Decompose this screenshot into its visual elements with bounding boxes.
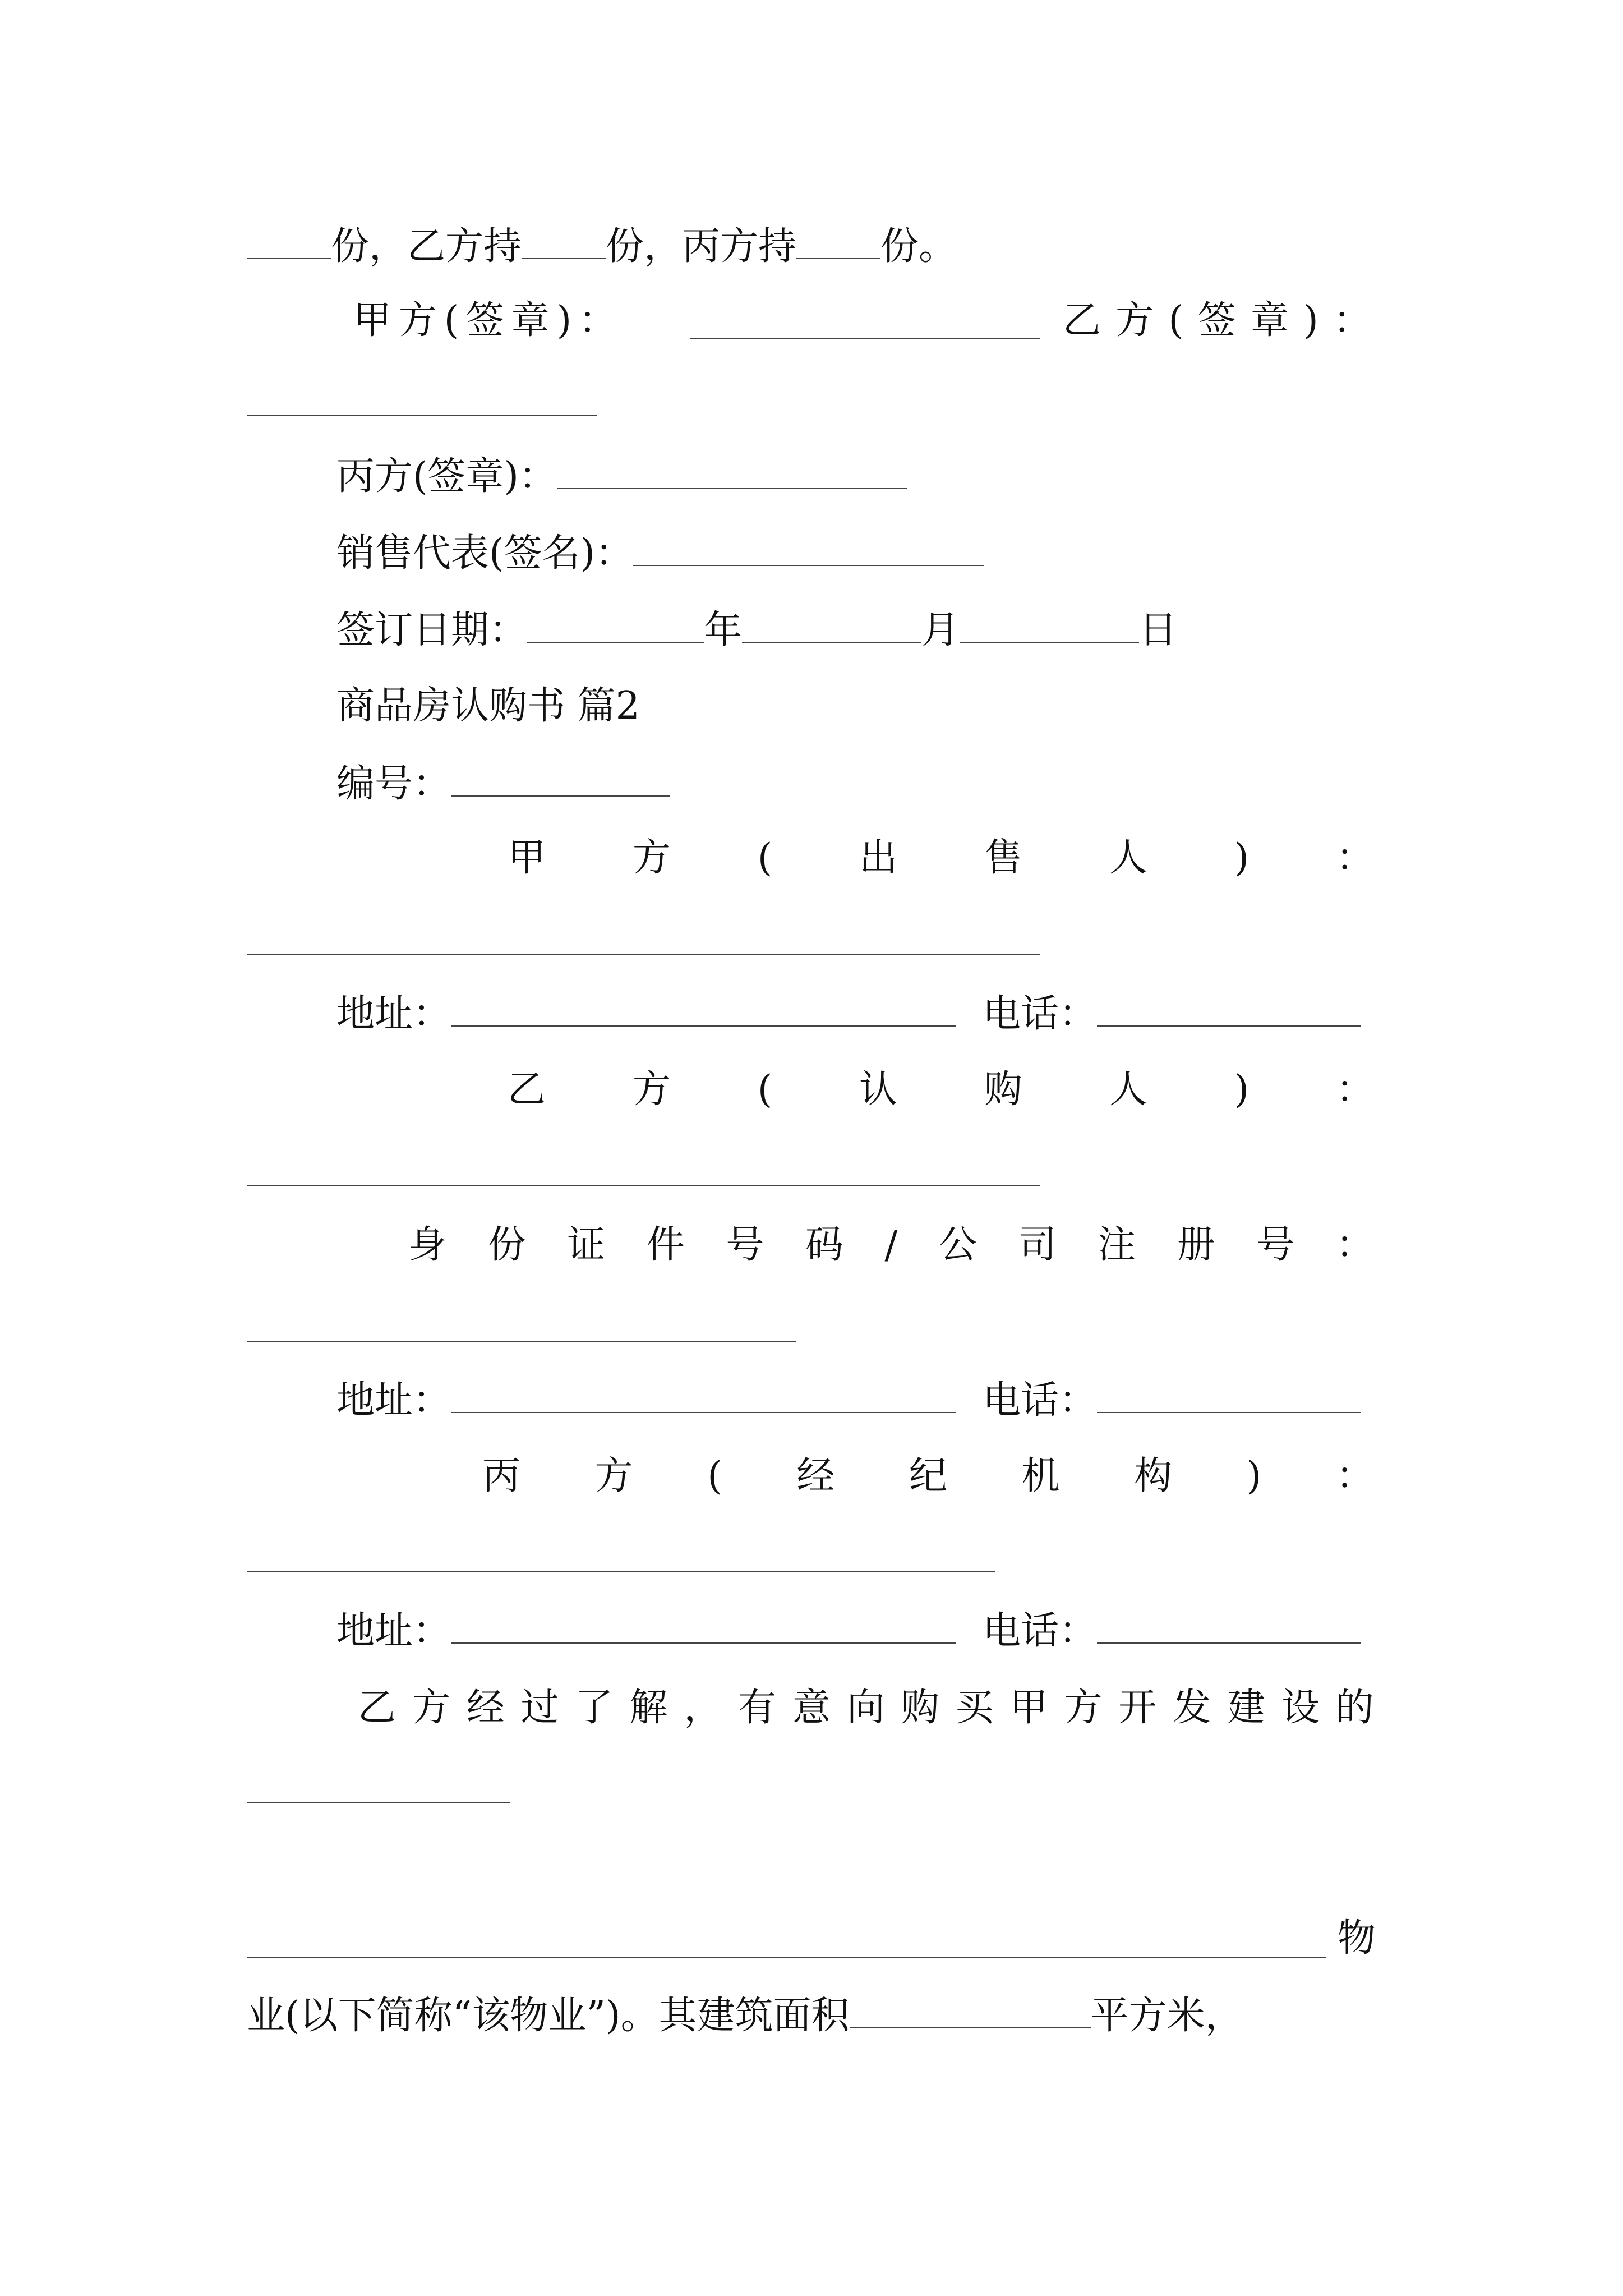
area-blank[interactable] (850, 1993, 1091, 2028)
signing-date-line (336, 607, 1177, 652)
number-label: 编号： (336, 762, 451, 806)
signing-date-label: 签订日期： (336, 608, 528, 652)
party-c-agency-blank[interactable] (247, 1571, 995, 1572)
year-blank[interactable] (527, 607, 704, 643)
phone-label: 电话： (983, 1609, 1098, 1653)
sales-rep-line (336, 530, 984, 575)
party-c-signature-label: 丙方(签章)： (336, 454, 557, 499)
id-number-blank[interactable] (247, 1341, 796, 1342)
month-blank[interactable] (742, 607, 921, 643)
agency-address-line (336, 1608, 1361, 1653)
party-b-buyer-label: 乙 方 ( 认 购 人 ) ： (508, 1068, 1374, 1112)
seller-address-blank[interactable] (451, 991, 956, 1027)
blank-field[interactable] (796, 223, 880, 259)
year-label: 年 (704, 608, 743, 652)
month-label: 月 (921, 608, 960, 652)
buyer-phone-blank[interactable] (1097, 1377, 1361, 1413)
party-a-seller-label: 甲 方 ( 出 售 人 ) ： (508, 836, 1374, 880)
day-label: 日 (1139, 608, 1178, 652)
seller-phone-blank[interactable] (1097, 991, 1361, 1027)
id-number-label: 身 份 证 件 号 码 / 公 司 注 册 号 ： (408, 1223, 1374, 1267)
project-name-blank[interactable] (247, 1802, 510, 1803)
party-a-seller-blank[interactable] (247, 954, 1040, 955)
copies-text-b: 份，丙方持 (606, 224, 797, 269)
party-a-signature-label: 甲 方 ( 签 章 ) ： (353, 298, 617, 343)
party-c-signature-blank[interactable] (557, 453, 907, 489)
copies-text-a: 份，乙方持 (331, 224, 522, 269)
address-label: 地址： (336, 992, 451, 1036)
area-unit-text: 平方米， (1090, 1994, 1243, 2038)
buyer-address-line (336, 1377, 1361, 1422)
property-suffix: 物 (1338, 1916, 1376, 1961)
blank-field[interactable] (522, 223, 606, 259)
property-area-line (247, 1993, 1243, 2037)
property-area-text: 业(以下简称“该物业”)。其建筑面积 (247, 1994, 850, 2038)
property-location-blank[interactable] (247, 1957, 1326, 1958)
party-b-signature-label: 乙 方 ( 签 章 ) ： (1063, 298, 1371, 343)
phone-label: 电话： (983, 1378, 1098, 1423)
buyer-address-blank[interactable] (451, 1377, 956, 1413)
copies-text-c: 份。 (880, 224, 957, 269)
party-c-agency-label: 丙 方 ( 经 纪 机 构 ) ： (482, 1454, 1374, 1498)
copies-line (247, 223, 957, 268)
number-line (336, 761, 670, 806)
number-blank[interactable] (451, 761, 670, 797)
blank-field[interactable] (247, 223, 331, 259)
intro-paragraph-line: 乙 方 经 过 了 解 ， 有 意 向 购 买 甲 方 开 发 建 设 的 (358, 1686, 1374, 1730)
address-label: 地址： (336, 1609, 451, 1653)
party-b-buyer-blank[interactable] (247, 1185, 1040, 1186)
party-c-signature-line (336, 453, 907, 498)
agency-address-blank[interactable] (451, 1608, 956, 1644)
day-blank[interactable] (960, 607, 1139, 643)
address-label: 地址： (336, 1378, 451, 1423)
sales-rep-blank[interactable] (633, 530, 984, 566)
seller-address-line (336, 991, 1361, 1036)
party-a-signature-blank[interactable] (690, 338, 1040, 339)
section-title: 商品房认购书 篇2 (336, 684, 640, 728)
party-b-signature-blank[interactable] (247, 415, 597, 416)
sales-rep-label: 销售代表(签名)： (336, 531, 634, 576)
phone-label: 电话： (983, 992, 1098, 1036)
agency-phone-blank[interactable] (1097, 1608, 1361, 1644)
